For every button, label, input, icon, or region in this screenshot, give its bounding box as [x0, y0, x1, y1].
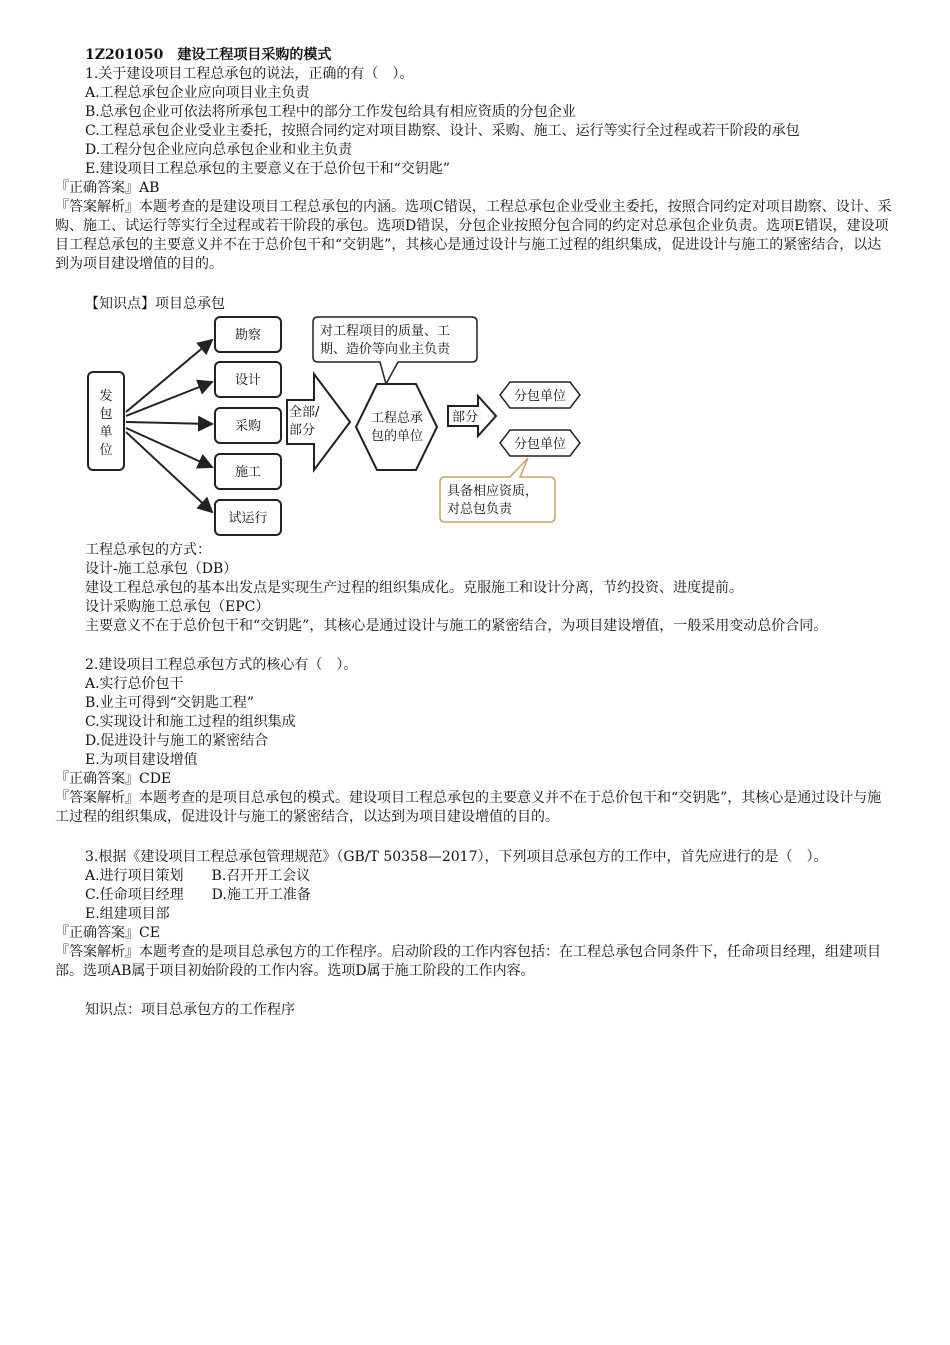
arrow-to-trial-run	[126, 432, 212, 512]
method-db: 设计-施工总承包（DB）	[85, 561, 238, 577]
all-part-arrow	[287, 374, 350, 470]
q2-option-e: E.为项目建设增值	[85, 752, 198, 768]
svg-text:采购: 采购	[234, 419, 262, 434]
owner-char-4: 位	[99, 443, 113, 458]
q1-option-a: A.工程总承包企业应向项目业主负责	[85, 85, 310, 101]
q1-option-d: D.工程分包企业应向总承包企业和业主负责	[85, 142, 353, 158]
method-epc: 设计采购施工总承包（EPC）	[85, 599, 270, 615]
svg-text:部分: 部分	[452, 410, 479, 425]
stage-trial-run	[215, 500, 281, 535]
stage-construction	[215, 454, 281, 489]
section-title: 建设工程项目采购的模式	[177, 47, 332, 63]
svg-text:勘察: 勘察	[234, 328, 262, 343]
q2-option-c: C.实现设计和施工过程的组织集成	[85, 714, 296, 730]
arrow-to-design	[126, 382, 212, 416]
owner-char-2: 包	[99, 407, 113, 422]
q2-option-b: B.业主可得到“交钥匙工程”	[85, 695, 255, 711]
q1-option-e: E.建设项目工程总承包的主要意义在于总价包干和“交钥匙”	[85, 161, 450, 177]
svg-text:工程总承: 工程总承	[370, 411, 424, 426]
q2-question: 2.建设项目工程总承包方式的核心有（ ）。	[85, 657, 358, 673]
q3-question: 3.根据《建设项目工程总承包管理规范》（GB/T 50358—2017），下列项目总承包方的工作中，首先应进行的是（ ）。	[85, 849, 828, 865]
q1-analysis: 『答案解析』本题考查的是建设项目工程总承包的内涵。选项C错误，工程总承包企业受业主委托，按照合同约定对项目勘察、设计、采购、施工、试运行等实行全过程或若干阶段的承包。选项D错误，分包企业按照分包合同的约定对总承包企业负责。选项E错误，建设项目工程总承包的主要意义并不在于总价包干和“交钥匙”，其核心是通过设计与施工过程的组织集成，促进设计与施工的紧密结合，以达到为项目建设增值的目的。	[55, 199, 892, 272]
callout-bottom	[440, 458, 555, 522]
fan-arrows	[126, 340, 212, 512]
svg-text:包的单位: 包的单位	[370, 429, 424, 444]
callout-top	[313, 317, 477, 384]
stage-procurement	[215, 408, 281, 443]
svg-text:设计: 设计	[234, 373, 262, 388]
q3-analysis: 『答案解析』本题考查的是项目总承包方的工作程序。启动阶段的工作内容包括：在工程总承包合同条件下，任命项目经理，组建项目部。选项AB属于项目初始阶段的工作内容。选项D属于施工阶段的工作内容。	[55, 944, 881, 979]
svg-text:对工程项目的质量、工: 对工程项目的质量、工	[320, 324, 451, 339]
q1-option-b: B.总承包企业可依法将所承包工程中的部分工作发包给具有相应资质的分包企业	[85, 104, 576, 120]
arrow-to-procurement	[126, 422, 212, 424]
q3-option-e: E.组建项目部	[85, 906, 170, 922]
method-epc-desc: 主要意义不在于总价包干和“交钥匙”，其核心是通过设计与施工的紧密结合，为项目建设增值，一般采用变动总价合同。	[85, 618, 828, 634]
q3-answer: 『正确答案』CE	[55, 925, 160, 941]
knowledge-point-2: 知识点：项目总承包方的工作程序	[85, 1002, 295, 1018]
q2-option-d: D.促进设计与施工的紧密结合	[85, 733, 269, 749]
q2-answer: 『正确答案』CDE	[55, 771, 172, 787]
q3-options-row1: A.进行项目策划 B.召开开工会议	[85, 868, 311, 884]
contracting-diagram	[80, 312, 600, 542]
subcontractor-2	[500, 430, 580, 456]
owner-box	[88, 372, 124, 470]
svg-text:施工: 施工	[234, 465, 262, 480]
knowledge-point-1: 【知识点】项目总承包	[85, 296, 225, 312]
svg-text:试运行: 试运行	[228, 511, 268, 526]
arrow-label-all: 全部/	[289, 405, 320, 420]
q3-options-row2: C.任命项目经理 D.施工开工准备	[85, 887, 311, 903]
q1-option-c: C.工程总承包企业受业主委托，按照合同约定对项目勘察、设计、采购、施工、运行等实行全过程或若干阶段的承包	[85, 123, 800, 139]
svg-text:分包单位: 分包单位	[513, 389, 567, 404]
method-db-desc: 建设工程总承包的基本出发点是实现生产过程的组织集成化。克服施工和设计分离，节约投资、进度提前。	[85, 580, 743, 596]
arrow-label-part: 部分	[289, 423, 316, 438]
methods-heading: 工程总承包的方式：	[85, 542, 211, 558]
arrow-to-survey	[126, 340, 212, 412]
general-contractor-hexagon	[356, 384, 437, 470]
section-code: 1Z201050	[85, 47, 164, 63]
owner-char-3: 单	[99, 425, 113, 440]
svg-text:期、造价等向业主负责: 期、造价等向业主负责	[320, 342, 451, 357]
section-heading	[85, 46, 925, 65]
owner-char-1: 发	[99, 389, 113, 404]
q1-answer: 『正确答案』AB	[55, 180, 160, 196]
q2-analysis: 『答案解析』本题考查的是项目总承包的模式。建设项目工程总承包的主要意义并不在于总价包干和“交钥匙”，其核心是通过设计与施工过程的组织集成，促进设计与施工的紧密结合，以达到为项目建设增值的目的。	[55, 790, 882, 825]
svg-text:分包单位: 分包单位	[513, 437, 567, 452]
part-arrow	[448, 396, 496, 436]
q1-question: 1.关于建设项目工程总承包的说法，正确的有（ ）。	[85, 66, 414, 82]
svg-text:对总包负责: 对总包负责	[447, 502, 513, 517]
q2-option-a: A.实行总价包干	[85, 676, 184, 692]
stage-survey	[215, 317, 281, 352]
arrow-to-construction	[126, 428, 212, 467]
svg-text:具备相应资质，: 具备相应资质，	[447, 484, 539, 499]
subcontractor-1	[500, 382, 580, 408]
stage-design	[215, 362, 281, 397]
